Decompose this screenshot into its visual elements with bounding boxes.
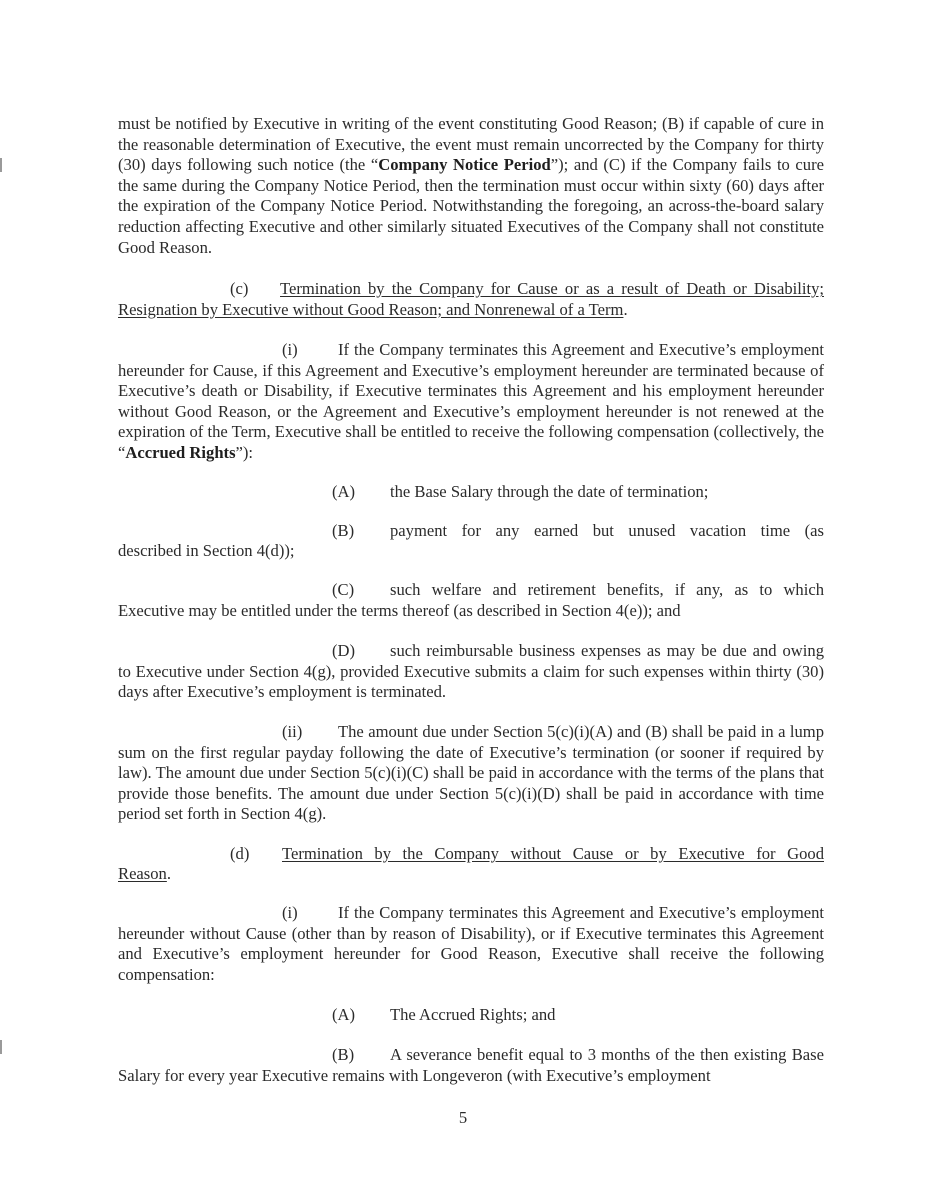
page-number: 5 — [458, 1108, 468, 1127]
item-d-i-a — [118, 1005, 824, 1027]
item-label: (B) — [332, 521, 355, 540]
scan-edge-mark — [0, 1040, 2, 1054]
section-d-label: (d) — [230, 844, 250, 863]
section-c-ii-label: (ii) — [282, 722, 303, 741]
defined-term-accrued-rights: Accrued Rights — [125, 442, 236, 462]
section-c-heading: (c) Termination by the Company for Cause or as a result of Death or Disability; Resignation by Executive without Good Reason; and Nonrenewal of a Term. — [118, 279, 824, 319]
item-text: payment for any earned but unused vacation time (as — [390, 521, 824, 540]
item-text: the Base Salary through the date of termination; — [390, 482, 709, 501]
defined-term-company-notice-period: Company Notice Period — [378, 155, 551, 175]
item-text: A severance benefit equal to 3 months of the then existing Base Salary for every year Executive remains with Longeveron (with Executive’s employment — [118, 1045, 824, 1085]
section-d-title-line1: Termination by the Company without Cause or by Executive for Good — [282, 844, 824, 863]
item-text: such reimbursable business expenses as may be due and owing to Executive under Section 4(g), provided Executive submits a claim for such expenses within thirty (30) days after Executive’s employment is terminated. — [118, 641, 824, 702]
section-d-i-label: (i) — [282, 903, 298, 922]
item-c-i-b — [118, 521, 824, 543]
item-c-i-a — [118, 482, 824, 504]
section-d-title-line2: Reason — [118, 864, 167, 883]
paragraph-good-reason-continued: must be notified by Executive in writing of the event constituting Good Reason; (B) if capable of cure in the reasonable determination of Executive, the event must remain uncorrected by the Company for thirty (30) days following such notice (the “Company Notice Period”); and (C) if the Company fails to cure the same during the Company Notice Period, then the termination must occur within sixty (60) days after the expiration of the Company Notice Period. Notwithstanding the foregoing, an across-the-board salary reduction affecting Executive and other similarly situated Executives of the Company shall not constitute Good Reason. — [118, 114, 824, 257]
item-label: (D) — [332, 641, 356, 660]
section-c-i-label: (i) — [282, 340, 298, 359]
item-c-i-b-continued: described in Section 4(d)); — [118, 541, 295, 560]
section-c-title: Termination by the Company for Cause or as a result of Death or Disability; Resignation by Executive without Good Reason; and Nonrenewal of a Term — [118, 279, 824, 319]
item-label: (A) — [332, 1005, 356, 1024]
item-label: (C) — [332, 580, 355, 599]
scan-edge-mark — [0, 158, 2, 172]
item-label: (A) — [332, 482, 356, 501]
item-text: such welfare and retirement benefits, if any, as to which Executive may be entitled under the terms thereof (as described in Section 4(e)); and — [118, 580, 824, 620]
section-c-ii-paragraph: (ii) The amount due under Section 5(c)(i)(A) and (B) shall be paid in a lump sum on the first regular payday following the date of Executive’s termination (or sooner if required by law). The amount due under Section 5(c)(i)(C) shall be paid in accordance with the terms of the plans that provide those benefits. The amount due under Section 5(c)(i)(D) shall be paid in accordance with time period set forth in Section 4(g). — [118, 722, 824, 824]
item-label: (B) — [332, 1045, 355, 1064]
item-c-i-d — [118, 641, 824, 703]
item-c-i-c — [118, 580, 824, 621]
section-c-i-paragraph: (i) If the Company terminates this Agreement and Executive’s employment hereunder for Cause, if this Agreement and Executive’s employment hereunder are terminated because of Executive’s death or Disability, if Executive terminates this Agreement and his employment hereunder without Good Reason, or the Agreement and Executive’s employment hereunder is not renewed at the expiration of the Term, Executive shall be entitled to receive the following compensation (collectively, the “Accrued Rights”): — [118, 340, 824, 462]
item-text: The Accrued Rights; and — [390, 1005, 556, 1024]
section-d-i-paragraph: (i) If the Company terminates this Agreement and Executive’s employment hereunder without Cause (other than by reason of Disability), or if Executive terminates this Agreement and Executive’s employment hereunder for Good Reason, Executive shall receive the following compensation: — [118, 903, 824, 984]
section-d-heading — [118, 844, 824, 866]
section-c-label: (c) — [230, 279, 249, 298]
item-d-i-b — [118, 1045, 824, 1086]
section-d-heading-line2: Reason. — [118, 864, 172, 883]
